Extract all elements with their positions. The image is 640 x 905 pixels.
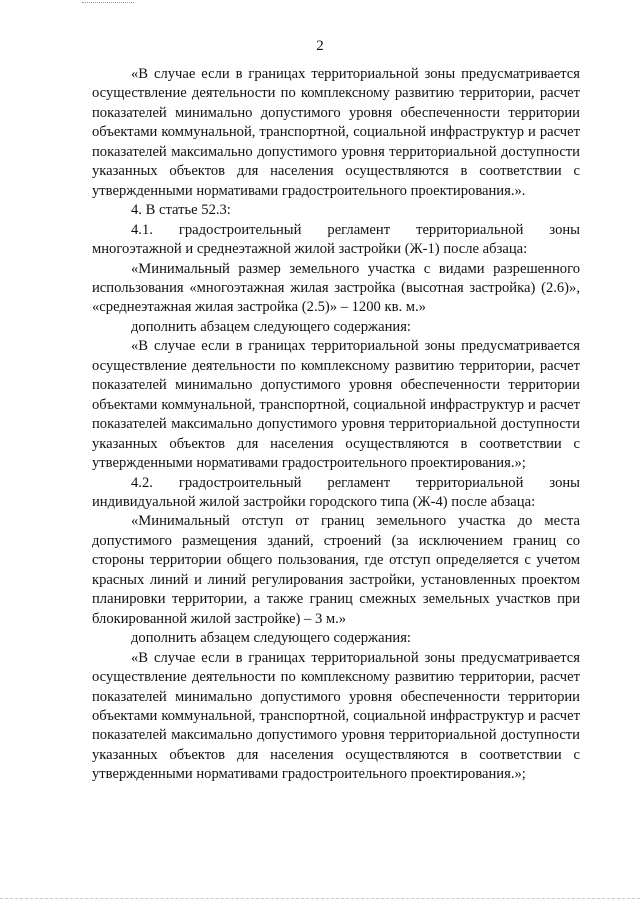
paragraph-quote-1: «В случае если в границах территориальной зоны предусматривается осуществление деятельности по комплексному развитию территории, расчет показателей минимально допустимого уровня обеспеченности территории объектами коммунальной, транспортной, социальной инфраструктур и расчет показателей максимально допустимого уровня территориальной доступности указанных объектов для населения осуществляются в соответствии с утвержденными нормативами градостроительного проектирования.». xyxy=(92,66,580,199)
paragraph-quote-2: «Минимальный размер земельного участка с видами разрешенного использования «многоэтажная жилая застройка (высотная застройка) (2.6)», «среднеэтажная жилая застройка (2.5)» – 1200 кв. м.» xyxy=(92,260,580,316)
paragraph-quote-3: «В случае если в границах территориальной зоны предусматривается осуществление деятельности по комплексному развитию территории, расчет показателей минимально допустимого уровня обеспеченности территории объектами коммунальной, транспортной, социальной инфраструктур и расчет показателей максимально допустимого уровня территориальной доступности указанных объектов для населения осуществляются в соответствии с утвержденными нормативами градостроительного проектирования.»; xyxy=(92,338,580,472)
paragraph-item-4-1: 4.1. градостроительный регламент территориальной зоны многоэтажной и среднеэтажной жилой застройки (Ж-1) после абзаца: xyxy=(92,221,580,258)
scan-edge-mark xyxy=(82,2,134,3)
paragraph-supplement-1: дополнить абзацем следующего содержания: xyxy=(131,318,411,335)
paragraph-supplement-2: дополнить абзацем следующего содержания: xyxy=(131,630,411,647)
document-body xyxy=(92,65,580,785)
page-number: 2 xyxy=(316,38,324,54)
paragraph-item-4: 4. В статье 52.3: xyxy=(131,202,231,219)
paragraph-quote-5: «В случае если в границах территориальной зоны предусматривается осуществление деятельности по комплексному развитию территории, расчет показателей минимально допустимого уровня обеспеченности территории объектами коммунальной, транспортной, социальной инфраструктур и расчет показателей максимально допустимого уровня территориальной доступности указанных объектов для населения осуществляются в соответствии с утвержденными нормативами градостроительного проектирования.»; xyxy=(92,649,580,783)
scan-edge-mark-bottom xyxy=(0,898,640,899)
paragraph-item-4-2: 4.2. градостроительный регламент территориальной зоны индивидуальной жилой застройки городского типа (Ж-4) после абзаца: xyxy=(92,474,580,510)
paragraph-quote-4: «Минимальный отступ от границ земельного участка до места допустимого размещения зданий, строений (за исключением границ со стороны территории общего пользования, где отступ определяется с учетом красных линий и линий регулирования застройки, установленных проектом планировки территории, а также границ смежных земельных участков при блокированной жилой застройке) – 3 м.» xyxy=(92,513,580,627)
